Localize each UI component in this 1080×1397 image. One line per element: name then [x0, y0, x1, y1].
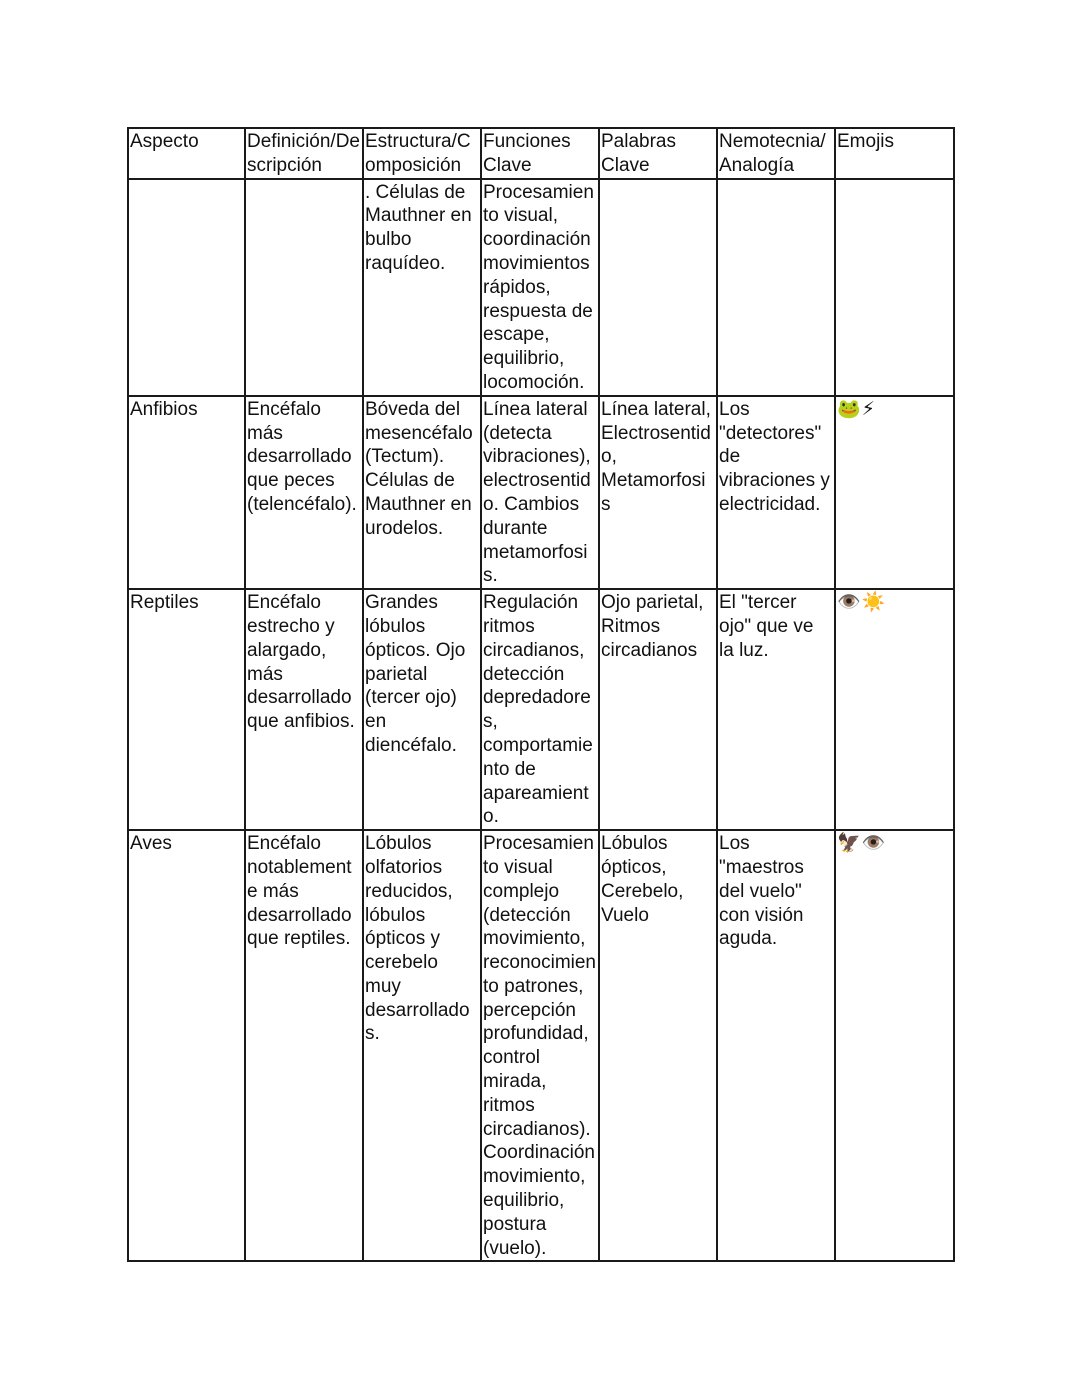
cell-structure: . Células de Mauthner en bulbo raquídeo. [363, 179, 481, 396]
cell-mnemonic: Los "maestros del vuelo" con visión aguda. [717, 830, 835, 1261]
cell-keywords: Lóbulos ópticos, Cerebelo, Vuelo [599, 830, 717, 1261]
cell-mnemonic [717, 179, 835, 396]
cell-definition: Encéfalo notablemente más desarrollado que reptiles. [245, 830, 363, 1261]
header-definition: Definición/Descripción [245, 128, 363, 179]
cell-structure: Bóveda del mesencéfalo (Tectum). Células de Mauthner en urodelos. [363, 396, 481, 589]
cell-functions: Procesamiento visual complejo (detección movimiento, reconocimiento patrones, percepción profundidad, control mirada, ritmos circadianos). Coordinación movimiento, equilibrio, postura (vuelo). [481, 830, 599, 1261]
table-row [128, 179, 954, 396]
header-emojis: Emojis [835, 128, 954, 179]
header-structure: Estructura/Composición [363, 128, 481, 179]
table-row [128, 396, 954, 589]
table-row [128, 589, 954, 830]
header-keywords: Palabras Clave [599, 128, 717, 179]
header-mnemonic: Nemotecnia/ Analogía [717, 128, 835, 179]
cell-emojis: 🐸⚡ [835, 396, 954, 589]
header-functions: Funciones Clave [481, 128, 599, 179]
cell-aspect [128, 179, 245, 396]
cell-keywords: Línea lateral, Electrosentido, Metamorfosis [599, 396, 717, 589]
cell-definition [245, 179, 363, 396]
header-aspect: Aspecto [128, 128, 245, 179]
cell-keywords [599, 179, 717, 396]
header-row [128, 128, 954, 179]
cell-aspect: Anfibios [128, 396, 245, 589]
comparison-table [127, 127, 955, 1262]
cell-emojis: 👁️☀️ [835, 589, 954, 830]
cell-aspect: Reptiles [128, 589, 245, 830]
cell-structure: Lóbulos olfatorios reducidos, lóbulos ópticos y cerebelo muy desarrollados. [363, 830, 481, 1261]
cell-aspect: Aves [128, 830, 245, 1261]
cell-mnemonic: Los "detectores" de vibraciones y electricidad. [717, 396, 835, 589]
cell-functions: Procesamiento visual, coordinación movimientos rápidos, respuesta de escape, equilibrio, locomoción. [481, 179, 599, 396]
cell-emojis: 🦅👁️ [835, 830, 954, 1261]
cell-functions: Regulación ritmos circadianos, detección depredadores, comportamiento de apareamiento. [481, 589, 599, 830]
cell-keywords: Ojo parietal, Ritmos circadianos [599, 589, 717, 830]
cell-definition: Encéfalo estrecho y alargado, más desarrollado que anfibios. [245, 589, 363, 830]
cell-structure: Grandes lóbulos ópticos. Ojo parietal (tercer ojo) en diencéfalo. [363, 589, 481, 830]
cell-emojis [835, 179, 954, 396]
cell-functions: Línea lateral (detecta vibraciones), electrosentido. Cambios durante metamorfosis. [481, 396, 599, 589]
cell-mnemonic: El "tercer ojo" que ve la luz. [717, 589, 835, 830]
cell-definition: Encéfalo más desarrollado que peces (telencéfalo). [245, 396, 363, 589]
table-row [128, 830, 954, 1261]
